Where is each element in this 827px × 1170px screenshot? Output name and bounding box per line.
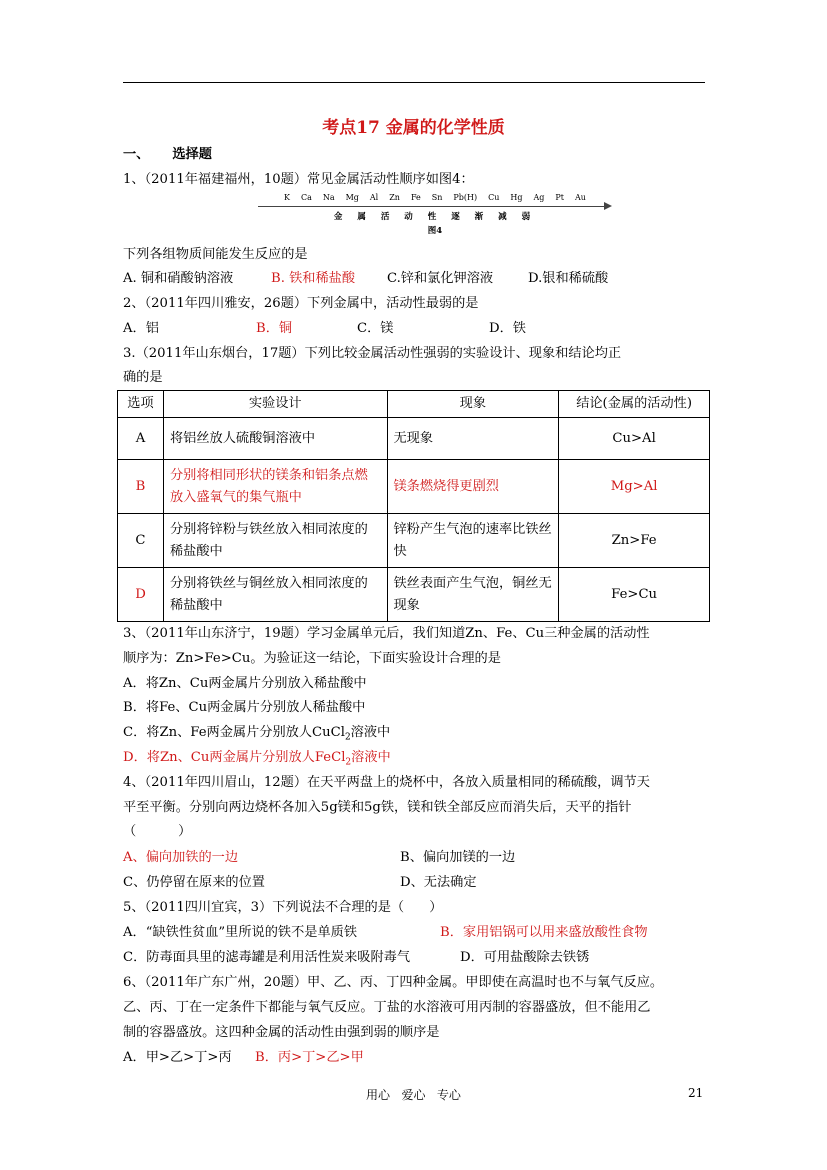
element-symbol: Zn — [389, 193, 400, 202]
q6-stem-line2: 乙、丙、丁在一定条件下都能与氧气反应。丁盐的水溶液可用丙制的容器盛放，但不能用乙 — [123, 1000, 651, 1015]
q5-stem: 5、（2011四川宜宾，3）下列说法不合理的是（ ） — [123, 900, 443, 915]
element-symbol: Hg — [510, 193, 523, 202]
q3b-option-c-text: C．将Zn、Fe两金属片分别放人CuCl — [123, 725, 345, 740]
q3b-option-a: A．将Zn、Cu两金属片分别放入稀盐酸中 — [123, 676, 367, 691]
q1-option-d: D.银和稀硫酸 — [528, 271, 609, 286]
table-cell-option: A — [118, 418, 164, 460]
q1-option-c: C.锌和氯化钾溶液 — [387, 271, 494, 286]
q5-option-b: B．家用铝锅可以用来盛放酸性食物 — [440, 925, 648, 940]
figure-caption: 金 属 活 动 性 逐 渐 减 弱 — [333, 212, 537, 222]
q4-option-b: B、偏向加镁的一边 — [400, 850, 516, 865]
table-header-cell: 结论(金属的活动性) — [559, 391, 710, 418]
q3b-option-c — [123, 724, 390, 747]
q2-stem: 2、（2011年四川雅安，26题）下列金属中，活动性最弱的是 — [123, 296, 479, 311]
element-symbol: Cu — [488, 193, 500, 202]
table-cell-option: C — [118, 514, 164, 568]
q6-stem-line1: 6、（2011年广东广州，20题）甲、乙、丙、丁四种金属。甲即使在高温时也不与氧气反应。 — [123, 975, 664, 990]
table-cell-phenomenon: 铁丝表面产生气泡，铜丝无现象 — [387, 568, 559, 622]
element-symbol: Ag — [533, 193, 545, 202]
table-header-cell: 选项 — [118, 391, 164, 418]
table-cell-conclusion: Zn>Fe — [559, 514, 710, 568]
q1-option-a: A. 铜和硝酸钠溶液 — [123, 271, 234, 286]
element-symbol: Pt — [555, 193, 564, 202]
q4-option-c: C、仍停留在原来的位置 — [123, 875, 265, 890]
table-cell-phenomenon: 锌粉产生气泡的速率比铁丝快 — [387, 514, 559, 568]
q5-option-d: D．可用盐酸除去铁锈 — [460, 950, 590, 965]
element-symbol: Mg — [345, 193, 359, 202]
q4-stem-line1: 4、（2011年四川眉山，12题）在天平两盘上的烧杯中，各放入质量相同的稀硫酸，调节天 — [123, 775, 650, 790]
page-footer: 用心 爱心 专心 — [366, 1088, 461, 1102]
q5-option-c: C．防毒面具里的滤毒罐是利用活性炭来吸附毒气 — [123, 950, 411, 965]
table-header-cell: 实验设计 — [163, 391, 387, 418]
element-symbol: Na — [322, 193, 335, 202]
table-row-answer — [118, 460, 710, 514]
q3-stem-line1: 3.（2011年山东烟台，17题）下列比较金属活动性强弱的实验设计、现象和结论均正 — [123, 346, 622, 361]
q3-stem-line2: 确的是 — [123, 370, 163, 385]
q2-option-c: C．镁 — [357, 321, 394, 336]
table-cell-design: 将铝丝放人硫酸铜溶液中 — [163, 418, 387, 460]
page-title: 考点17 金属的化学性质 — [322, 118, 505, 138]
q4-option-a: A、偏向加铁的一边 — [123, 850, 239, 865]
activity-series-row — [258, 193, 612, 202]
q3b-option-d-subscript: 2 — [345, 757, 352, 768]
arrow-line — [258, 206, 606, 207]
q5-option-a: A．“缺铁性贫血”里所说的铁不是单质铁 — [123, 925, 358, 940]
element-symbol: Sn — [431, 193, 443, 202]
experiment-table — [117, 390, 710, 622]
activity-series-figure — [258, 193, 612, 239]
q1-option-b: B. 铁和稀盐酸 — [271, 271, 356, 286]
q4-stem-line2: 平至平衡。分别向两边烧杯各加入5g镁和5g铁，镁和铁全部反应而消失后，天平的指针 — [123, 800, 632, 815]
figure-label: 图4 — [427, 226, 443, 236]
table-cell-conclusion: Fe>Cu — [559, 568, 710, 622]
q3b-stem-line2: 顺序为：Zn>Fe>Cu。为验证这一结论，下面实验设计合理的是 — [123, 651, 501, 666]
q3b-option-d-text: D．将Zn、Cu两金属片分别放人FeCl — [123, 750, 346, 765]
q1-stem: 1、（2011年福建福州，10题）常见金属活动性顺序如图4： — [123, 172, 474, 187]
q6-option-b: B．丙>丁>乙>甲 — [255, 1050, 364, 1065]
q3b-option-d — [123, 749, 391, 772]
element-symbol: Au — [574, 193, 586, 202]
element-symbol: Fe — [410, 193, 421, 202]
table-cell-design: 分别将锌粉与铁丝放入相同浓度的稀盐酸中 — [163, 514, 387, 568]
table-cell-conclusion: Cu>Al — [559, 418, 710, 460]
q6-stem-line3: 制的容器盛放。这四种金属的活动性由强到弱的顺序是 — [123, 1025, 440, 1040]
table-cell-design: 分别将相同形状的镁条和铝条点燃放入盛氧气的集气瓶中 — [163, 460, 387, 514]
table-cell-design: 分别将铁丝与铜丝放入相同浓度的稀盐酸中 — [163, 568, 387, 622]
q3b-option-c-suffix: 溶液中 — [350, 725, 391, 740]
q2-option-d: D．铁 — [489, 321, 526, 336]
q3b-option-b: B．将Fe、Cu两金属片分别放人稀盐酸中 — [123, 700, 366, 715]
table-header-cell: 现象 — [387, 391, 559, 418]
q3b-option-d-suffix: 溶液中 — [351, 750, 391, 765]
q4-option-d: D、无法确定 — [400, 875, 477, 890]
table-cell-option: D — [118, 568, 164, 622]
table-row — [118, 418, 710, 460]
page-number: 21 — [688, 1086, 704, 1100]
q1-question: 下列各组物质间能发生反应的是 — [123, 247, 308, 262]
table-cell-conclusion: Mg>Al — [559, 460, 710, 514]
table-row — [118, 568, 710, 622]
header-rule — [123, 82, 705, 83]
table-header-row — [118, 391, 710, 418]
q2-option-a: A．铝 — [123, 321, 159, 336]
q4-stem-line3: （ ） — [123, 824, 192, 839]
element-symbol: K — [284, 193, 290, 202]
arrow-head-icon — [604, 202, 612, 210]
q6-option-a: A．甲>乙>丁>丙 — [123, 1050, 232, 1065]
q2-option-b: B．铜 — [256, 321, 293, 336]
element-symbol: Ca — [300, 193, 312, 202]
table-cell-phenomenon: 镁条燃烧得更剧烈 — [387, 460, 559, 514]
q3b-stem-line1: 3、（2011年山东济宁，19题）学习金属单元后，我们知道Zn、Fe、Cu三种金属的活动性 — [123, 626, 650, 641]
q3b-option-c-subscript: 2 — [344, 732, 351, 743]
table-cell-phenomenon: 无现象 — [387, 418, 559, 460]
table-row — [118, 514, 710, 568]
element-symbol: Al — [369, 193, 379, 202]
table-cell-option: B — [118, 460, 164, 514]
element-symbol: Pb(H) — [453, 193, 478, 202]
section-heading: 一、 选择题 — [123, 147, 212, 162]
